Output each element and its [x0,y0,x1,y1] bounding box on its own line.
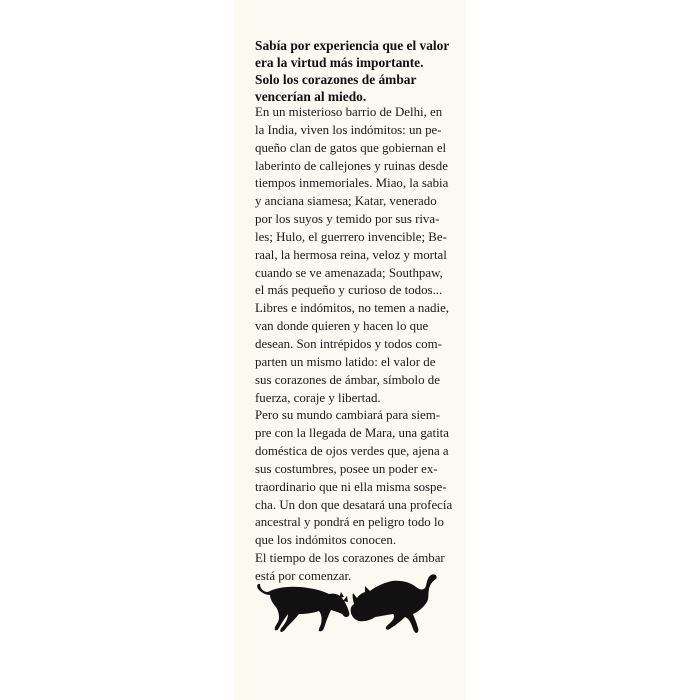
tagline-quote [255,37,460,105]
synopsis-line: el más pequeño y curioso de todos... [255,283,443,298]
synopsis-line: doméstica de ojos verdes que, ajena a [255,444,449,459]
tagline-line: era la virtud más importante. [255,55,424,70]
tagline-line: Sabía por experiencia que el valor [255,38,450,53]
synopsis [255,104,453,586]
two-cats-silhouette-icon [255,570,445,650]
left-cat-icon [257,584,349,632]
synopsis-line: y anciana siamesa; Katar, venerado [255,194,437,209]
synopsis-line: está por comenzar. [255,568,352,583]
synopsis-line: fuerza, coraje y libertad. [255,390,381,405]
synopsis-line: traordinario que ni ella misma sospe- [255,479,447,494]
synopsis-line: parten un mismo latido: el valor de [255,354,436,369]
synopsis-line: En un misterioso barrio de Delhi, en [255,105,443,119]
synopsis-line: cha. Un don que desatará una profecía [255,497,453,512]
tagline-line: Solo los corazones de ámbar [255,72,417,87]
synopsis-line: por los suyos y temido por sus riva- [255,212,440,227]
synopsis-line: sus costumbres, posee un poder ex- [255,461,438,476]
synopsis-line: van donde quieren y hacen lo que [255,319,429,334]
synopsis-line: El tiempo de los corazones de ámbar [255,551,445,566]
synopsis-line: les; Hulo, el guerrero invencible; Be- [255,229,447,244]
synopsis-line: pre con la llegada de Mara, una gatita [255,426,449,441]
synopsis-line: queño clan de gatos que gobiernan el [255,140,447,155]
synopsis-line: cuando se ve amenazada; Southpaw, [255,265,443,280]
synopsis-line: raal, la hermosa reina, veloz y mortal [255,247,447,262]
synopsis-line: Pero su mundo cambiará para siem- [255,408,441,423]
right-cat-icon [351,574,437,633]
synopsis-line: laberinto de callejones y ruinas desde [255,158,448,173]
synopsis-line: sus corazones de ámbar, símbolo de [255,372,440,387]
synopsis-line: ancestral y pondrá en peligro todo lo [255,515,445,530]
synopsis-line: que los indómitos conocen. [255,533,397,548]
synopsis-line: desean. Son intrépidos y todos com- [255,336,442,351]
synopsis-line: Libres e indómitos, no temen a nadie, [255,301,450,316]
synopsis-line: la India, viven los indómitos: un pe- [255,122,442,137]
tagline-line: vencerían al miedo. [255,89,367,104]
synopsis-line: tiempos inmemoriales. Miao, la sabia [255,176,449,191]
